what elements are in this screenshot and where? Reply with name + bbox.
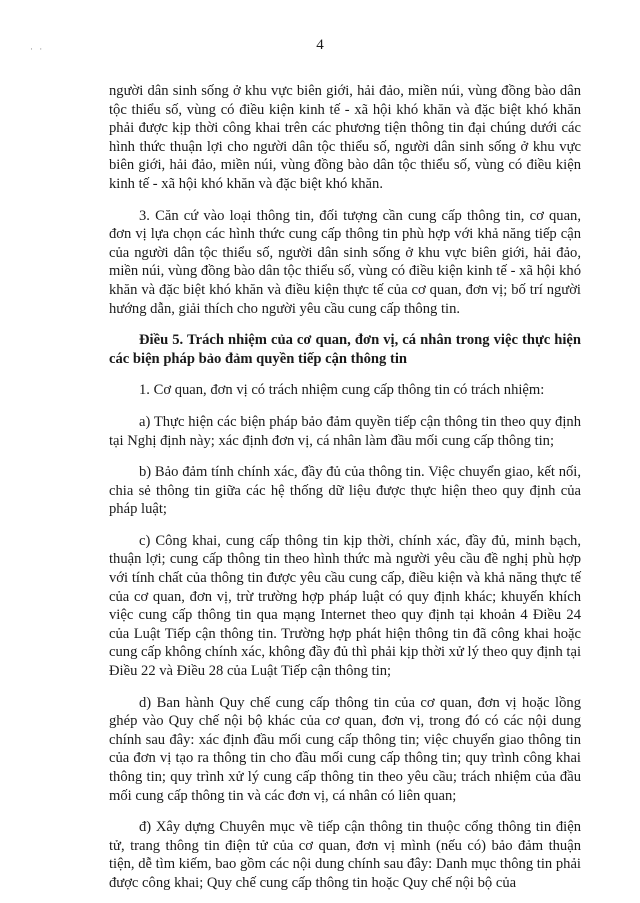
paragraph-point-a: a) Thực hiện các biện pháp bảo đảm quyền tiếp cận thông tin theo quy định tại Nghị định này; xác định đơn vị, cá nhân làm đầu mối cung cấp thông tin; <box>109 413 581 449</box>
document-body <box>109 82 581 893</box>
page-number: 4 <box>316 37 324 53</box>
paragraph-point-d: d) Ban hành Quy chế cung cấp thông tin của cơ quan, đơn vị hoặc lồng ghép vào Quy chế nội bộ khác của cơ quan, đơn vị, trong đó có các nội dung chính sau đây: xác định đầu mối cung cấp thông tin; việc chuyển giao thông tin của đơn vị tạo ra thông tin cho đầu mối cung cấp thông tin; quy trình công khai thông tin; quy trình xử lý cung cấp thông tin theo yêu cầu; trách nhiệm của đầu mối cung cấp thông tin và các đơn vị, cá nhân có liên quan; <box>109 694 581 804</box>
paragraph-clause-3: 3. Căn cứ vào loại thông tin, đối tượng cần cung cấp thông tin, cơ quan, đơn vị lựa chọn các hình thức cung cấp thông tin phù hợp với khả năng tiếp cận của người dân tộc thiểu số, người dân sinh sống ở khu vực biên giới, hải đảo, miền núi, vùng đồng bào dân tộc thiểu số, vùng có điều kiện kinh tế - xã hội khó khăn và đặc biệt khó khăn và điều kiện thực tế của cơ quan, đơn vị; bố trí người hướng dẫn, giải thích cho người yêu cầu cung cấp thông tin. <box>109 207 581 317</box>
article-5-heading: Điều 5. Trách nhiệm của cơ quan, đơn vị, cá nhân trong việc thực hiện các biện pháp bảo đảm quyền tiếp cận thông tin <box>109 332 581 367</box>
paragraph-continuation: người dân sinh sống ở khu vực biên giới, hải đảo, miền núi, vùng đồng bào dân tộc thiểu số, vùng có điều kiện kinh tế - xã hội khó khăn và đặc biệt khó khăn phải được kịp thời công khai trên các phương tiện thông tin đại chúng dưới các hình thức thuận lợi cho người dân tộc thiểu số, người dân sinh sống ở khu vực biên giới, hải đảo, miền núi, vùng đồng bào dân tộc thiểu số, vùng có điều kiện kinh tế - xã hội khó khăn và đặc biệt khó khăn. <box>109 83 581 192</box>
margin-marks: · · <box>30 44 45 54</box>
paragraph-point-b: b) Bảo đảm tính chính xác, đầy đủ của thông tin. Việc chuyển giao, kết nối, chia sẻ thông tin giữa các hệ thống dữ liệu được thực hiện theo quy định của pháp luật; <box>109 464 581 518</box>
paragraph-point-c: c) Công khai, cung cấp thông tin kịp thời, chính xác, đầy đủ, minh bạch, thuận lợi; cung cấp thông tin theo hình thức mà người yêu cầu đề nghị phù hợp với tính chất của thông tin được yêu cầu cung cấp, điều kiện và khả năng thực tế của cơ quan, đơn vị, trừ trường hợp pháp luật có quy định khác; khuyến khích việc cung cấp thông tin qua mạng Internet theo quy định tại khoản 4 Điều 24 của Luật Tiếp cận thông tin. Trường hợp phát hiện thông tin đã công khai hoặc cung cấp không chính xác, không đầy đủ thì phải kịp thời xử lý theo quy định tại Điều 22 và Điều 28 của Luật Tiếp cận thông tin; <box>109 532 582 680</box>
paragraph-clause-1: 1. Cơ quan, đơn vị có trách nhiệm cung cấp thông tin có trách nhiệm: <box>139 382 545 399</box>
paragraph-point-dd: đ) Xây dựng Chuyên mục về tiếp cận thông tin thuộc cổng thông tin điện tử, trang thông tin điện tử của cơ quan, đơn vị mình (nếu có) bảo đảm thuận tiện, dễ tìm kiếm, bao gồm các nội dung chính sau đây: Danh mục thông tin phải được công khai; Quy chế cung cấp thông tin hoặc Quy chế nội bộ của <box>109 819 581 891</box>
